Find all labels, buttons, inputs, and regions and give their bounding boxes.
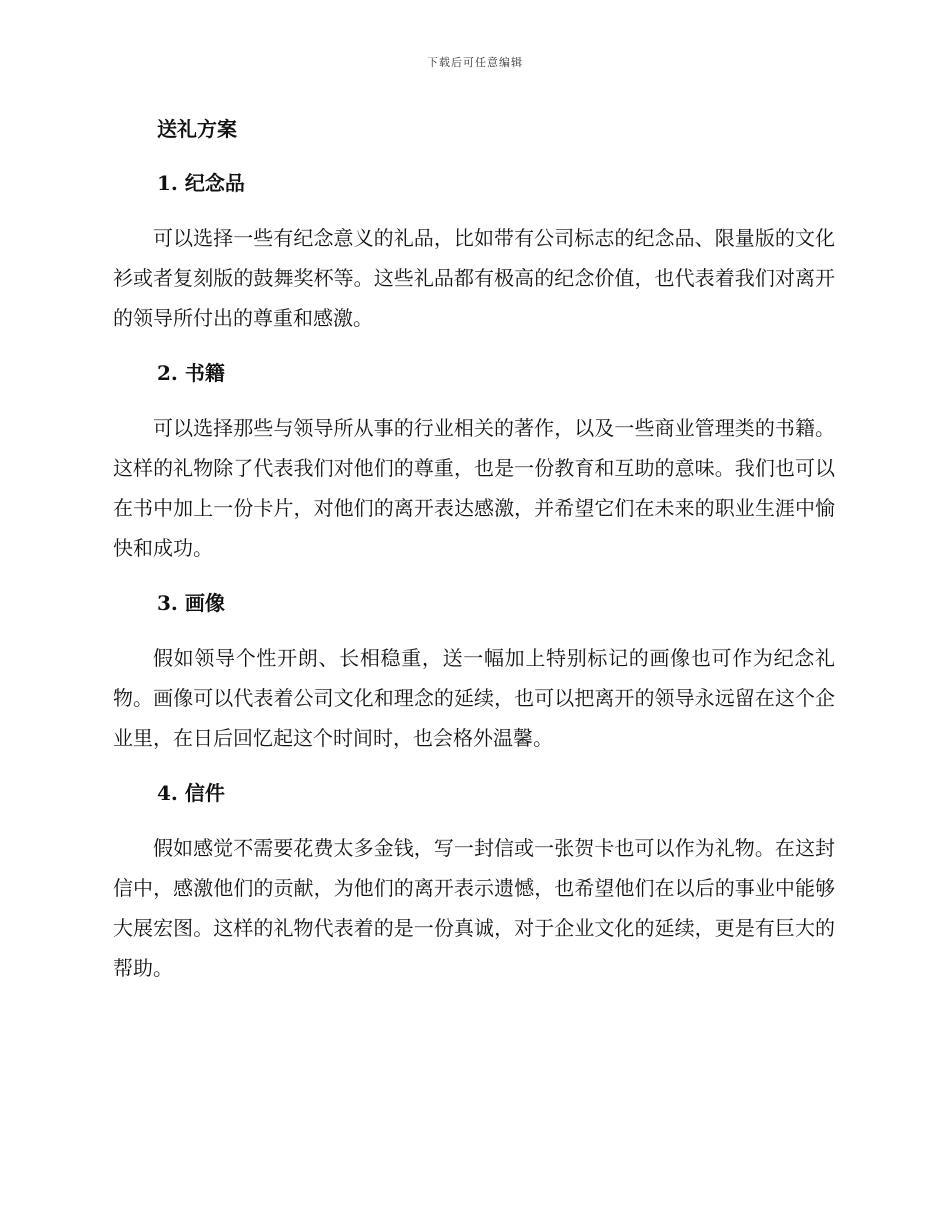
section-heading: 2. 书籍 [157,361,225,385]
section-heading: 4. 信件 [157,781,225,805]
document-body [113,110,835,988]
section-heading: 1. 纪念品 [157,171,245,195]
page-header: 下载后可任意编辑 [427,56,523,69]
section-paragraph: 假如感觉不需要花费太多金钱，写一封信或一张贺卡也可以作为礼物。在这封信中，感激他们的贡献，为他们的离开表示遗憾，也希望他们在以后的事业中能够大展宏图。这样的礼物代表着的是一份真诚，对于企业文化的延续，更是有巨大的帮助。 [113,836,835,980]
document-title: 送礼方案 [157,117,237,141]
section-paragraph: 假如领导个性开朗、长相稳重，送一幅加上特别标记的画像也可作为纪念礼物。画像可以代表着公司文化和理念的延续，也可以把离开的领导永远留在这个企业里，在日后回忆起这个时间时，也会格外温馨。 [113,646,835,750]
section-books [113,354,835,568]
section-paragraph: 可以选择一些有纪念意义的礼品，比如带有公司标志的纪念品、限量版的文化衫或者复刻版的鼓舞奖杯等。这些礼品都有极高的纪念价值，也代表着我们对离开的领导所付出的尊重和感激。 [113,226,835,330]
section-souvenir [113,164,835,338]
section-paragraph: 可以选择那些与领导所从事的行业相关的著作，以及一些商业管理类的书籍。这样的礼物除了代表我们对他们的尊重，也是一份教育和互助的意味。我们也可以在书中加上一份卡片，对他们的离开表达感激，并希望它们在未来的职业生涯中愉快和成功。 [113,416,835,560]
section-portrait [113,584,835,758]
section-letter [113,774,835,988]
section-heading: 3. 画像 [157,591,225,615]
